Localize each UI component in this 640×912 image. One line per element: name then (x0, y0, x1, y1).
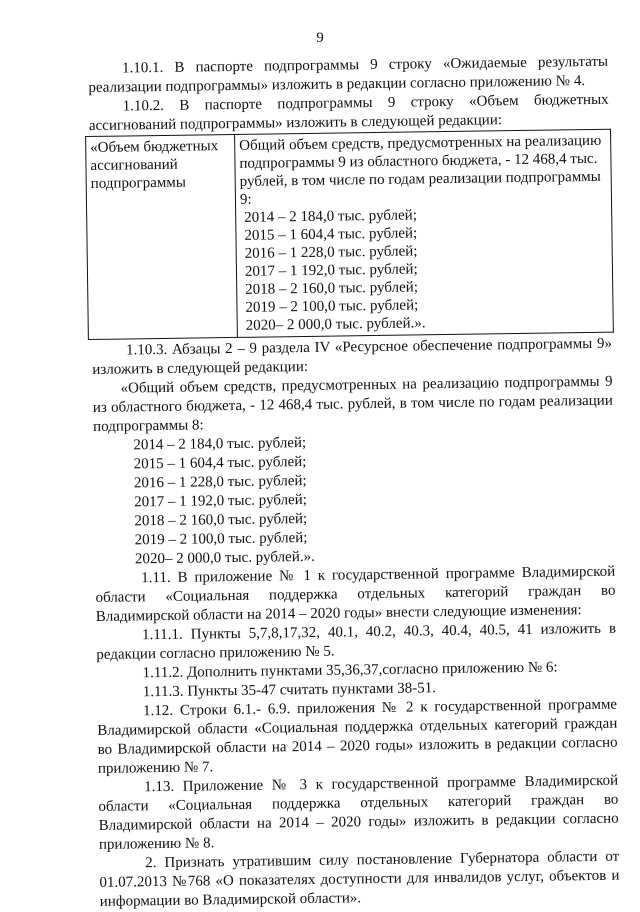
table-year-line: 2018 – 2 160,0 тыс. рублей; (245, 279, 419, 298)
year-line: 2020– 2 000,0 тыс. рублей.». (134, 548, 315, 568)
table-value-text: Общий объем средств, предусмотренных на реализацию подпрограммы 9 из областного бюджета, - 12 468,4 тыс. рублей, в том числе по годам реализации подпрограммы 9: (239, 132, 602, 208)
table-year-line: 2017 – 1 192,0 тыс. рублей; (244, 261, 418, 280)
paragraph-1-10-2: 1.10.2. В паспорте подпрограммы 9 строку «Объем бюджетных ассигнований подпрограммы» изложить в следующей редакции: (88, 91, 609, 134)
year-line: 2014 – 2 184,0 тыс. рублей; (133, 434, 307, 454)
paragraph-2: 2. Признать утратившим силу постановление Губернатора области от 01.07.2013 №768 «О показателях доступности для инвалидов услуг, объектов и информации во Владимирской области». (99, 848, 620, 910)
table-year-line: 2014 – 2 184,0 тыс. рублей; (244, 207, 418, 226)
year-line: 2018 – 2 160,0 тыс. рублей; (134, 510, 308, 530)
paragraph-quote: «Общий объем средств, предусмотренных на реализацию подпрограммы 9 из областного бюджета, - 12 468,4 тыс. рублей, в том числе по годам реализации подпрограммы 8: (92, 373, 613, 435)
paragraph-1-11: 1.11. В приложение № 1 к государственной программе Владимирской области «Социальная поддержка отдельных категорий граждан во Владимирской области на 2014 – 2020 годы» внести следующие изменения: (95, 563, 616, 625)
paragraph-1-10-3: 1.10.3. Абзацы 2 – 9 раздела IV «Ресурсное обеспечение подпрограммы 9» изложить в следующей редакции: (92, 335, 613, 378)
budget-table (85, 129, 614, 340)
document-body (88, 53, 620, 912)
year-line: 2017 – 1 192,0 тыс. рублей; (134, 491, 308, 511)
table-label-cell: «Объем бюджетных ассигнований подпрограммы (86, 134, 238, 339)
paragraph-1-11-3: 1.11.3. Пункты 35-47 считать пунктами 38-51. (142, 680, 437, 701)
paragraph-1-11-1: 1.11.1. Пункты 5,7,8,17,32, 40.1, 40.2, 40.3, 40.4, 40.5, 41 изложить в редакции согласно приложению № 5. (96, 620, 617, 663)
table-value-cell (235, 129, 614, 337)
table-year-line: 2015 – 1 604,4 тыс. рублей; (244, 225, 418, 244)
year-line: 2016 – 1 228,0 тыс. рублей; (133, 472, 307, 492)
paragraph-1-10-1: 1.10.1. В паспорте подпрограммы 9 строку «Ожидаемые результаты реализации подпрограммы» изложить в редакции согласно приложению № 4. (88, 53, 609, 96)
table-year-line: 2019 – 2 100,0 тыс. рублей; (245, 297, 419, 316)
paragraph-1-13: 1.13. Приложение № 3 к государственной программе Владимирской области «Социальная поддержка отдельных категорий граждан во Владимирской области на 2014 – 2020 годы» изложить в редакции согласно приложению № 8. (98, 772, 619, 853)
paragraph-1-11-2: 1.11.2. Дополнить пунктами 35,36,37,согласно приложению № 6: (142, 659, 558, 682)
paragraph-1-12: 1.12. Строки 6.1.- 6.9. приложения № 2 к государственной программе Владимирской области «Социальная поддержка отдельных категорий граждан во Владимирской области на 2014 – 2020 годы» изложить в редакции согласно приложению № 7. (97, 696, 618, 777)
year-line: 2019 – 2 100,0 тыс. рублей; (134, 529, 308, 549)
year-line: 2015 – 1 604,4 тыс. рублей; (133, 453, 307, 473)
table-year-line: 2016 – 1 228,0 тыс. рублей; (244, 243, 418, 262)
table-year-line: 2020– 2 000,0 тыс. рублей.». (245, 315, 426, 334)
page-number: 9 (316, 30, 324, 46)
years-list (133, 430, 615, 570)
